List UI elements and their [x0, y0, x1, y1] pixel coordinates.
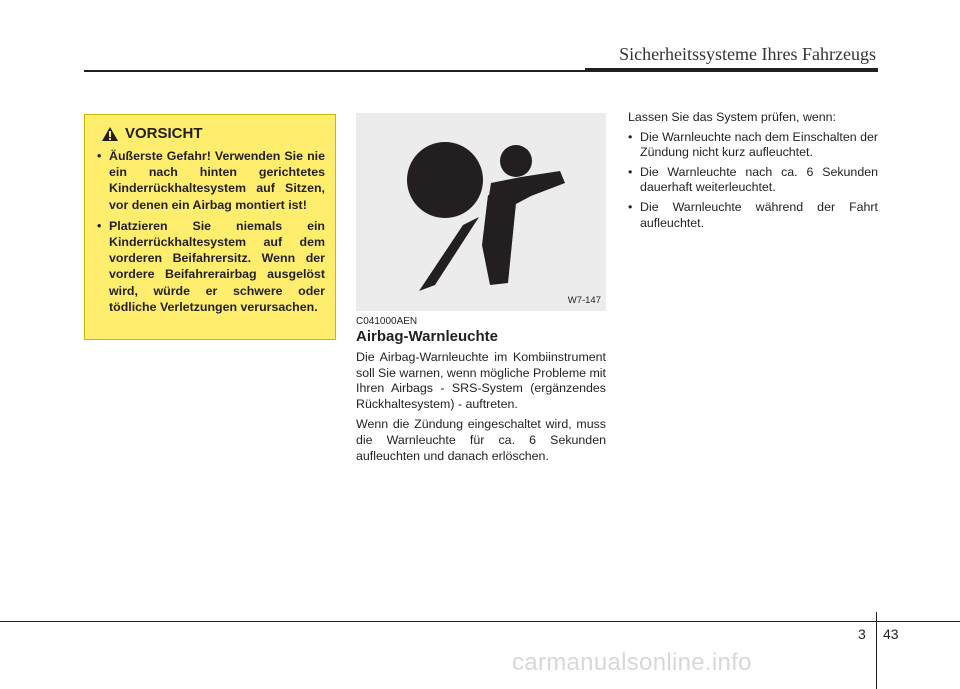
check-item	[628, 130, 878, 161]
caution-header	[101, 125, 325, 142]
caution-item-text: Äußerste Gefahr! Verwenden Sie nie ein nach hinten gerichtetes Kinderrückhaltesystem auf Sitzen, vor denen ein Airbag montiert ist!	[109, 149, 325, 212]
caution-item-text: Platzieren Sie niemals ein Kinderrückhaltesystem auf dem vorderen Beifahrersitz. Wenn der vordere Beifahrerairbag ausgelöst wird, würde er schwere oder tödliche Verletzungen verursachen.	[109, 218, 325, 314]
check-list	[628, 130, 878, 232]
caution-list	[93, 148, 325, 315]
footer-rule	[0, 621, 960, 622]
check-item-text: Die Warnleuchte nach ca. 6 Sekunden dauerhaft weiterleuchtet.	[640, 164, 878, 195]
bullet: •	[628, 129, 633, 144]
section-body	[356, 350, 606, 469]
section-code: C041000AEN	[356, 316, 418, 327]
caution-title: VORSICHT	[125, 125, 203, 142]
header-rule-accent	[585, 68, 878, 72]
caution-item	[93, 218, 325, 315]
footer-divider	[876, 612, 877, 689]
airbag-warning-icon	[356, 113, 606, 311]
airbag-figure	[356, 113, 606, 311]
bullet: •	[628, 164, 633, 179]
check-column	[628, 110, 878, 235]
chapter-number: 3	[858, 626, 866, 642]
figure-code: W7-147	[567, 295, 601, 306]
check-item	[628, 200, 878, 231]
bullet: •	[97, 149, 102, 163]
watermark: carmanualsonline.info	[512, 649, 752, 676]
check-intro: Lassen Sie das System prüfen, wenn:	[628, 110, 837, 124]
header-title: Sicherheitssysteme Ihres Fahrzeugs	[619, 44, 876, 64]
check-item-text: Die Warnleuchte nach dem Einschalten der Zündung nicht kurz aufleuchtet.	[640, 129, 878, 160]
check-item-text: Die Warnleuchte während der Fahrt aufleuchtet.	[640, 199, 878, 230]
warning-triangle-icon	[101, 126, 119, 142]
bullet: •	[628, 199, 633, 214]
body-paragraph: Die Airbag-Warnleuchte im Kombiinstrument soll Sie warnen, wenn mögliche Probleme mit Ihren Airbags - SRS-System (ergänzendes Rückhaltesystem) - auftreten.	[356, 350, 606, 411]
section-heading: Airbag-Warnleuchte	[356, 328, 498, 345]
bullet: •	[97, 218, 102, 233]
caution-item	[93, 148, 325, 213]
page-number: 43	[883, 626, 899, 642]
check-item	[628, 165, 878, 196]
caution-box	[84, 114, 336, 340]
body-paragraph: Wenn die Zündung eingeschaltet wird, muss die Warnleuchte für ca. 6 Sekunden aufleuchten und danach erlöschen.	[356, 417, 606, 463]
